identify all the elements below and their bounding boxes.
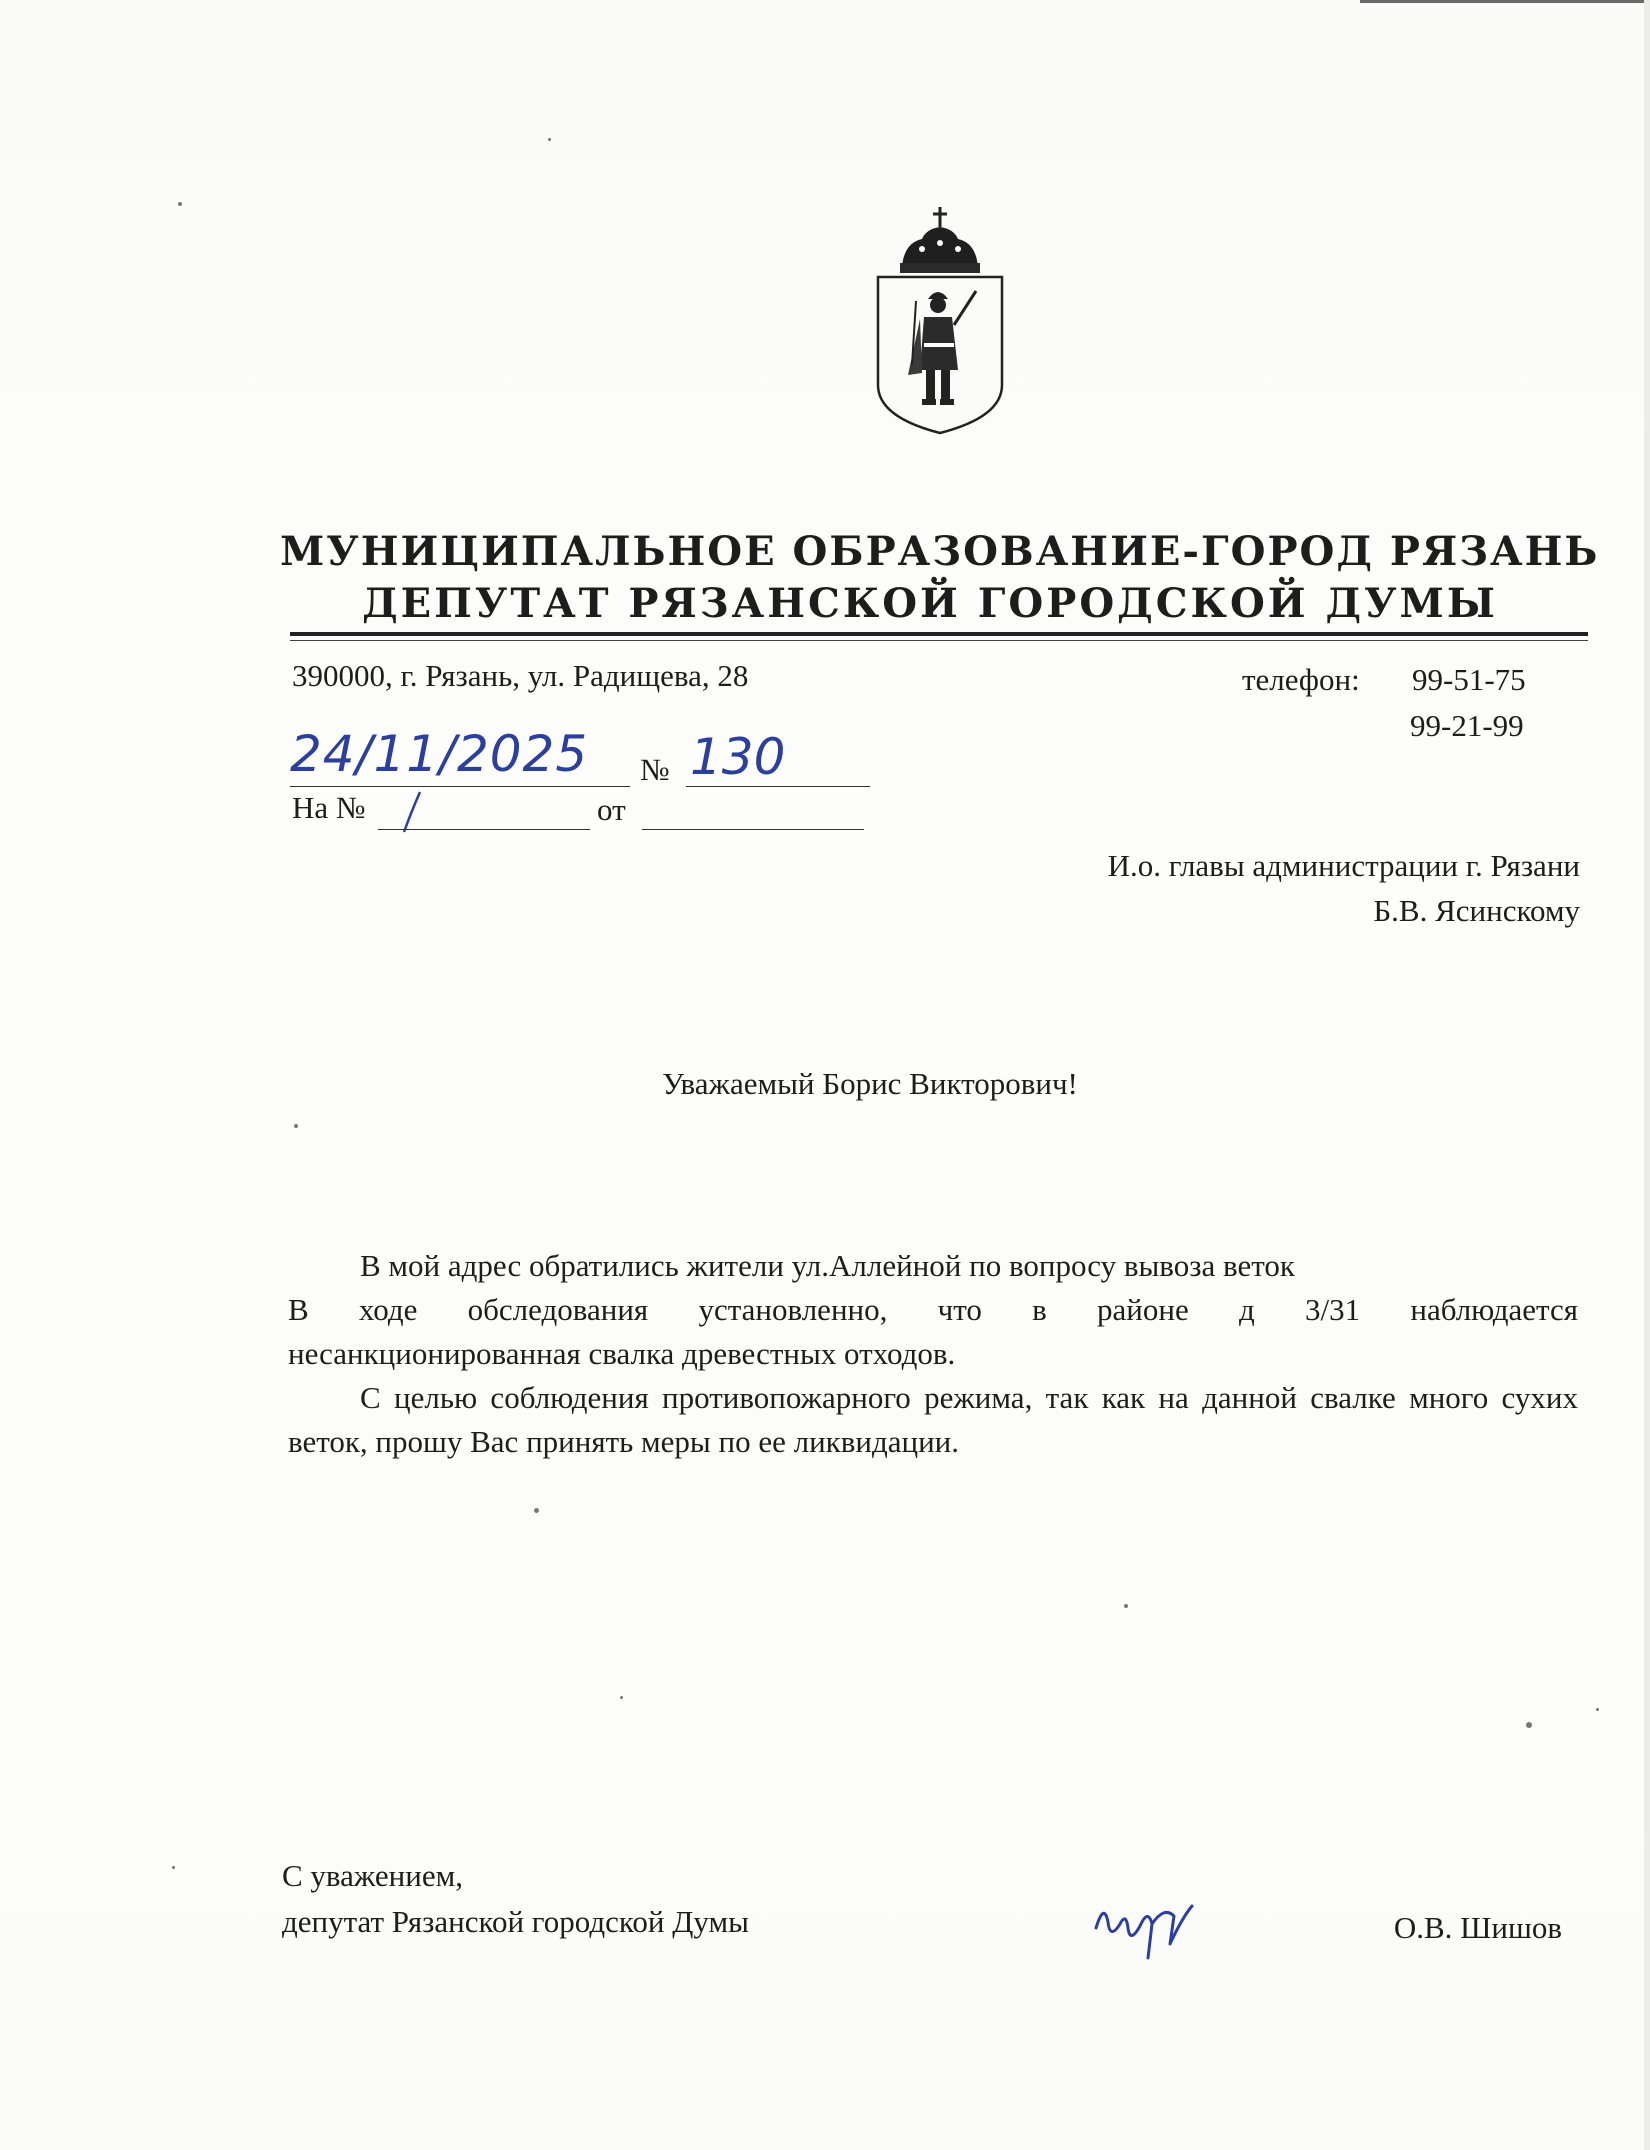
outgoing-number-handwritten: 130 bbox=[690, 728, 786, 786]
body-paragraph-1-line-3: несанкционированная свалка древестных отходов. bbox=[288, 1336, 956, 1371]
body-paragraph-1-line-1: В мой адрес обратились жители ул.Аллейной по вопросу вывоза веток bbox=[360, 1248, 1295, 1283]
salutation: Уважаемый Борис Викторович! bbox=[662, 1066, 1078, 1101]
letterhead-divider-thin bbox=[290, 640, 1588, 641]
reference-number-label: На № bbox=[292, 790, 366, 825]
body-paragraph-2: С целью соблюдения противопожарного режима, так как на данной свалке много сухих веток, прошу Вас принять меры по ее ликвидации. bbox=[288, 1380, 1578, 1459]
reference-date-label: от bbox=[597, 792, 626, 827]
organization-name: МУНИЦИПАЛЬНОЕ ОБРАЗОВАНИЕ-ГОРОД РЯЗАНЬ bbox=[280, 528, 1600, 575]
outgoing-number-label: № bbox=[640, 752, 670, 787]
scan-speck bbox=[294, 1124, 298, 1128]
scan-speck bbox=[1596, 1708, 1599, 1711]
signer-name: О.В. Шишов bbox=[1393, 1910, 1562, 1945]
date-underline bbox=[290, 786, 630, 787]
letterhead-divider-thick bbox=[290, 632, 1588, 636]
scan-speck bbox=[172, 1866, 175, 1869]
pen-stroke-mark bbox=[398, 790, 428, 834]
deputy-title: ДЕПУТАТ РЯЗАНСКОЙ ГОРОДСКОЙ ДУМЫ bbox=[362, 580, 1498, 627]
outgoing-date-handwritten: 24/11/2025 bbox=[290, 725, 589, 783]
phone-number-2: 99-21-99 bbox=[1410, 708, 1524, 743]
scan-speck bbox=[548, 138, 551, 141]
reference-date-underline bbox=[642, 829, 864, 830]
scan-speck bbox=[1124, 1604, 1128, 1608]
phone-number-1: 99-51-75 bbox=[1412, 662, 1526, 697]
scan-speck bbox=[620, 1696, 623, 1699]
closing-regards: С уважением, bbox=[282, 1858, 463, 1893]
closing-title: депутат Рязанской городской Думы bbox=[282, 1904, 749, 1939]
recipient-position: И.о. главы администрации г. Рязани bbox=[1107, 848, 1580, 883]
scan-edge-mark bbox=[1360, 0, 1650, 3]
letter-body bbox=[288, 1244, 1578, 1464]
scan-speck bbox=[1526, 1722, 1532, 1728]
phone-label: телефон: bbox=[1242, 662, 1360, 697]
scan-speck bbox=[534, 1508, 539, 1513]
recipient-name: Б.В. Ясинскому bbox=[1373, 893, 1580, 928]
reference-number-underline bbox=[378, 829, 590, 830]
sender-address: 390000, г. Рязань, ул. Радищева, 28 bbox=[292, 658, 749, 693]
handwritten-signature bbox=[1090, 1888, 1200, 1968]
body-paragraph-1-line-2: В ходе обследования установленно, что в районе д 3/31 наблюдается bbox=[288, 1292, 1578, 1327]
number-underline bbox=[686, 786, 870, 787]
scan-speck bbox=[178, 202, 182, 206]
coat-of-arms-emblem bbox=[872, 205, 1008, 435]
